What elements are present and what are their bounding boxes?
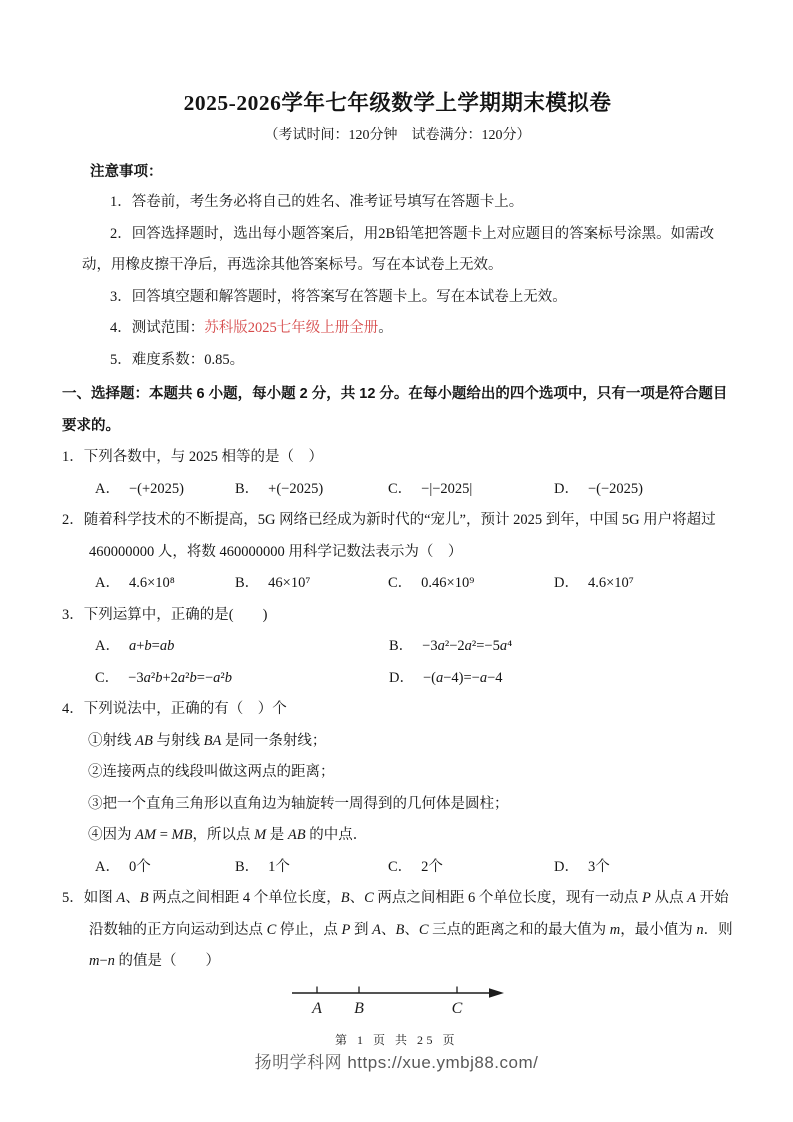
question-2-option-a: A． 4.6×10⁸ — [95, 575, 175, 591]
question-4-option-b: B． 1个 — [235, 858, 290, 875]
question-4-options — [62, 852, 733, 884]
notice-item-4 — [62, 313, 733, 345]
question-4-option-c: C． 2个 — [388, 858, 443, 875]
question-4-statement-4: ④因为 AM = MB，所以点 M 是 AB 的中点． — [88, 827, 368, 843]
question-3 — [62, 600, 733, 695]
question-2-option-b: B． 46×10⁷ — [235, 575, 311, 591]
number-line-figure — [62, 980, 733, 1025]
question-2-option-d: D． 4.6×10⁷ — [554, 575, 634, 591]
question-3-stem-text: 下列运算中，正确的是( ) — [83, 606, 268, 623]
notice-item-4-prefix: 4．测试范围： — [110, 320, 205, 336]
notice-item-4-suffix: 。 — [378, 320, 393, 336]
question-2-stem — [62, 505, 733, 568]
page-number: 第 1 页 共 25 页 — [334, 1033, 458, 1047]
notice-heading: 注意事项： — [90, 164, 163, 180]
question-1-stem-text: 下列各数中，与 2025 相等的是（ ） — [83, 449, 323, 465]
notice-item-3: 3．回答填空题和解答题时，将答案写在答题卡上。写在本试卷上无效。 — [110, 288, 567, 305]
question-1-option-b: B． +(−2025) — [235, 480, 324, 497]
question-2-number: 2． — [62, 512, 84, 528]
question-4-stem — [62, 694, 733, 726]
section-heading-choice: 一、选择题：本题共 6 小题，每小题 2 分，共 12 分。在每小题给出的四个选项中，只有一项是符合题目要求的。 — [62, 386, 728, 434]
question-4-option-d: D． 3个 — [554, 858, 610, 875]
question-2 — [62, 505, 733, 600]
question-1-number: 1． — [62, 449, 84, 465]
question-3-option-b: B． −3a²−2a²=−5a⁴ — [389, 638, 513, 654]
question-4-number: 4． — [62, 701, 84, 717]
question-2-option-c: C． 0.46×10⁹ — [388, 575, 475, 591]
question-1-stem — [62, 442, 733, 474]
question-3-stem — [62, 600, 733, 632]
point-label-a: A — [311, 999, 322, 1017]
notice-item-5: 5．难度系数：0.85。 — [110, 351, 245, 368]
question-5 — [62, 883, 733, 1025]
question-3-options-row-1 — [62, 631, 733, 663]
question-4-statement-3: ③把一个直角三角形以直角边为轴旋转一周得到的几何体是圆柱； — [88, 795, 509, 812]
point-label-c: C — [451, 999, 462, 1017]
question-4-statement-2: ②连接两点的线段叫做这两点的距离； — [88, 764, 335, 780]
question-5-stem-text: 如图 A、B 两点之间相距 4 个单位长度，B、C 两点之间相距 6 个单位长度，现有一动点 P 从点 A 开始沿数轴的正方向运动到达点 C 停止，点 P 到 A、B、C 三点的距离之和的最大值为 m，最小值为 n．则 m−n 的值是（ ） — [83, 890, 733, 969]
watermark-site-text: 扬明学科网 https://xue.ymbj88.com/ — [254, 1053, 539, 1072]
question-3-option-a: A． a+b=ab — [95, 638, 175, 654]
paper-title: 2025-2026学年七年级数学上学期期末模拟卷 — [183, 91, 612, 115]
question-1-option-d: D． −(−2025) — [554, 480, 643, 497]
number-line-arrowhead — [489, 988, 504, 998]
question-4 — [62, 694, 733, 883]
question-4-stem-text: 下列说法中，正确的有（ ）个 — [83, 701, 287, 717]
question-4-statement-1: ①射线 AB 与射线 BA 是同一条射线； — [88, 732, 327, 749]
paper-subtitle: （考试时间：120分钟 试卷满分：120分） — [264, 128, 531, 143]
notice-item-4-scope-highlight: 苏科版2025七年级上册全册 — [204, 320, 379, 336]
question-4-option-a: A． 0个 — [95, 858, 151, 875]
question-1-option-c: C． −|−2025| — [388, 480, 473, 497]
question-2-options — [62, 568, 733, 600]
question-3-options-row-2 — [62, 663, 733, 695]
question-1 — [62, 442, 733, 505]
question-1-options — [62, 474, 733, 506]
notice-item-1: 1．答卷前，考生务必将自己的姓名、准考证号填写在答题卡上。 — [110, 194, 524, 210]
notice-item-2: 2．回答选择题时，选出每小题答案后，用2B铅笔把答题卡上对应题目的答案标号涂黑。如需改动，用橡皮擦干净后，再选涂其他答案标号。写在本试卷上无效。 — [82, 225, 715, 273]
page-footer — [0, 1032, 793, 1074]
question-3-option-d: D． −(a−4)=−a−4 — [389, 669, 503, 686]
question-3-option-c: C． −3a²b+2a²b=−a²b — [95, 669, 232, 686]
question-5-number: 5． — [62, 890, 84, 906]
question-1-option-a: A． −(+2025) — [95, 480, 184, 497]
point-label-b: B — [353, 999, 364, 1017]
number-line-svg — [291, 980, 505, 1020]
question-2-stem-text: 随着科学技术的不断提高，5G 网络已经成为新时代的“宠儿”，预计 2025 到年，中国 5G 用户将超过 460000000 人，将数 460000000 用科学记数法表示为（ ） — [83, 512, 716, 560]
question-5-stem — [62, 883, 733, 978]
question-3-number: 3． — [62, 606, 84, 623]
